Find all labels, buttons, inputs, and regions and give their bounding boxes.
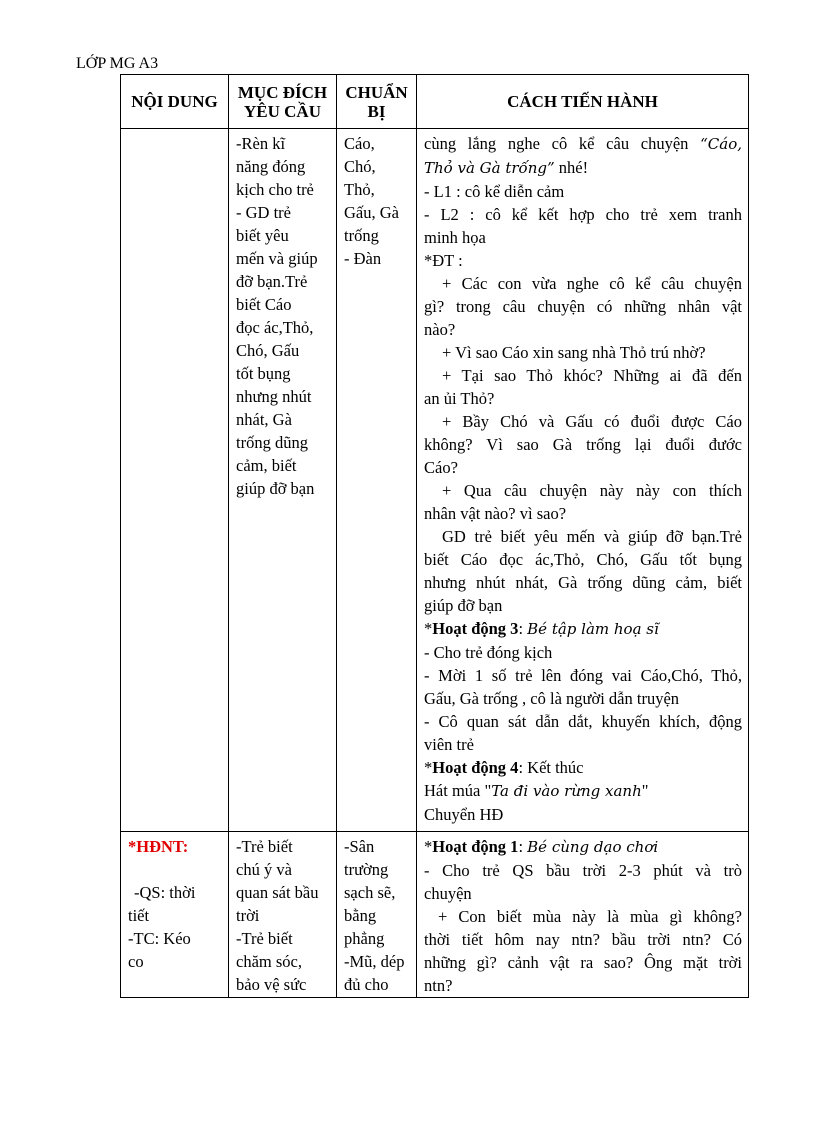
text-line: chuyện — [424, 884, 472, 903]
text-line: - Cho trẻ đóng kịch — [424, 643, 553, 662]
text-line: phẳng — [344, 929, 385, 948]
header-chuan-bi: CHUẨN BỊ — [337, 75, 417, 129]
text-line: -Rèn kĩ — [236, 134, 286, 153]
text-line: nhưng nhút — [236, 387, 312, 406]
table-row — [121, 832, 749, 998]
text-line: biết yêu — [236, 226, 289, 245]
text-line: *ĐT : — [424, 251, 463, 270]
text-line: tốt bụng — [236, 364, 291, 383]
text-line: Thỏ và Gà trống” nhé! — [424, 158, 589, 177]
text-line: + Qua câu chuyện này này con thích — [442, 481, 742, 500]
text-line: đỡ bạn.Trẻ — [236, 272, 308, 291]
header-row — [121, 75, 749, 129]
text-line: minh họa — [424, 228, 486, 247]
class-label: LỚP MG A3 — [76, 55, 159, 72]
text-line: Chuyển HĐ — [424, 805, 504, 824]
text-line: kịch cho trẻ — [236, 180, 314, 199]
text-line: những gì? cảnh vật ra sao? Ông mặt trời — [424, 953, 742, 972]
text-line: an ủi Thỏ? — [424, 389, 495, 408]
text-line: nhân vật nào? vì sao? — [424, 504, 567, 523]
text-line: chăm sóc, — [236, 952, 302, 971]
text-line: Thỏ, — [344, 180, 375, 199]
header-cach-tien-hanh: CÁCH TIẾN HÀNH — [417, 75, 749, 129]
text-line: - L1 : cô kể diễn cảm — [424, 182, 565, 201]
cell-noi-dung — [121, 129, 229, 832]
cell-muc-dich — [229, 129, 337, 832]
text-line: - Cô quan sát dẫn dắt, khuyến khích, động — [424, 712, 742, 731]
text-line: -TC: Kéo — [128, 929, 191, 948]
cell-chuan-bi — [337, 832, 417, 998]
text-line: + Vì sao Cáo xin sang nhà Thỏ trú nhờ? — [442, 343, 706, 362]
text-line: không? Vì sao Gà trống lại đuổi đước — [424, 435, 742, 454]
text-line: Gấu, Gà — [344, 203, 399, 222]
text-line: gì? trong câu chuyện có những nhân vật — [424, 297, 742, 316]
cell-noi-dung — [121, 832, 229, 998]
text-line: nhưng nhút nhát, Gà trống dũng cảm, biết — [424, 573, 742, 592]
cell-muc-dich — [229, 832, 337, 998]
text-line: mến và giúp — [236, 249, 318, 268]
text-line: nào? — [424, 320, 456, 339]
text-line: Cáo, — [344, 134, 375, 153]
text-line: bảo vệ sức — [236, 975, 307, 994]
text-line: + Bầy Chó và Gấu có đuổi được Cáo — [442, 412, 742, 431]
text-line: bằng — [344, 906, 377, 925]
activity-4-heading: *Hoạt động 4: Kết thúc — [424, 758, 584, 777]
text-line: quan sát bầu — [236, 883, 319, 902]
text-line: đủ cho — [344, 975, 389, 994]
text-line: - Mời 1 số trẻ lên đóng vai Cáo,Chó, Thỏ, — [424, 666, 742, 685]
text-line: biết Cáo đọc ác,Thỏ, Chó, Gấu tốt bụng — [424, 550, 742, 569]
text-line: cùng lắng nghe cô kể câu chuyện “Cáo, — [424, 134, 742, 153]
activity-3-heading: *Hoạt động 3: Bé tập làm hoạ sĩ — [424, 619, 659, 638]
table-row — [121, 129, 749, 832]
text-line: năng đóng — [236, 157, 306, 176]
text-line: -Mũ, dép — [344, 952, 405, 971]
text-line: - L2 : cô kể kết hợp cho trẻ xem tranh — [424, 205, 742, 224]
cell-chuan-bi — [337, 129, 417, 832]
text-line: cảm, biết — [236, 456, 297, 475]
text-line: Gấu, Gà trống , cô là người dẫn truyện — [424, 689, 680, 708]
text-line: giúp đỡ bạn — [424, 596, 503, 615]
text-line: đọc ác,Thỏ, — [236, 318, 314, 337]
text-line: - Cho trẻ QS bầu trời 2-3 phút và trò — [424, 861, 742, 880]
text-line: Cáo? — [424, 458, 458, 477]
text-line: trường — [344, 860, 389, 879]
cell-cach-tien-hanh — [417, 129, 749, 832]
text-line: trời — [236, 906, 260, 925]
text-line: -Trẻ biết — [236, 837, 293, 856]
text-line: + Các con vừa nghe cô kể câu chuyện — [442, 274, 742, 293]
text-line: viên trẻ — [424, 735, 474, 754]
header-muc-dich: MỤC ĐÍCH YÊU CẦU — [229, 75, 337, 129]
text-line — [128, 858, 222, 881]
text-line: -Sân — [344, 837, 375, 856]
text-line: giúp đỡ bạn — [236, 479, 315, 498]
text-line: + Tại sao Thỏ khóc? Những ai đã đến — [442, 366, 742, 385]
text-line: co — [128, 952, 144, 971]
text-line: *HĐNT: — [128, 837, 189, 856]
text-line: tiết — [128, 906, 150, 925]
text-line: - GD trẻ — [236, 203, 291, 222]
text-line: biết Cáo — [236, 295, 292, 314]
text-line: -QS: thời — [134, 883, 196, 902]
cell-cach-tien-hanh — [417, 832, 749, 998]
text-line: ntn? — [424, 976, 453, 995]
text-line: sạch sẽ, — [344, 883, 396, 902]
text-line: + Con biết mùa này là mùa gì không? — [438, 907, 742, 926]
text-line: Chó, — [344, 157, 376, 176]
text-line: -Trẻ biết — [236, 929, 293, 948]
text-line: chú ý và — [236, 860, 292, 879]
text-line: GD trẻ biết yêu mến và giúp đỡ bạn.Trẻ — [442, 527, 742, 546]
text-line: nhát, Gà — [236, 410, 292, 429]
text-line: - Đàn — [344, 249, 382, 268]
text-line: Hát múa "Ta đi vào rừng xanh" — [424, 781, 649, 800]
activity-1-heading: *Hoạt động 1: Bé cùng dạo chơi — [424, 837, 659, 856]
text-line: trống — [344, 226, 379, 245]
text-line: trống dũng — [236, 433, 308, 452]
lesson-plan-table — [120, 74, 749, 998]
header-noi-dung: NỘI DUNG — [121, 75, 229, 129]
text-line: thời tiết hôm nay ntn? bầu trời ntn? Có — [424, 930, 742, 949]
text-line: Chó, Gấu — [236, 341, 300, 360]
